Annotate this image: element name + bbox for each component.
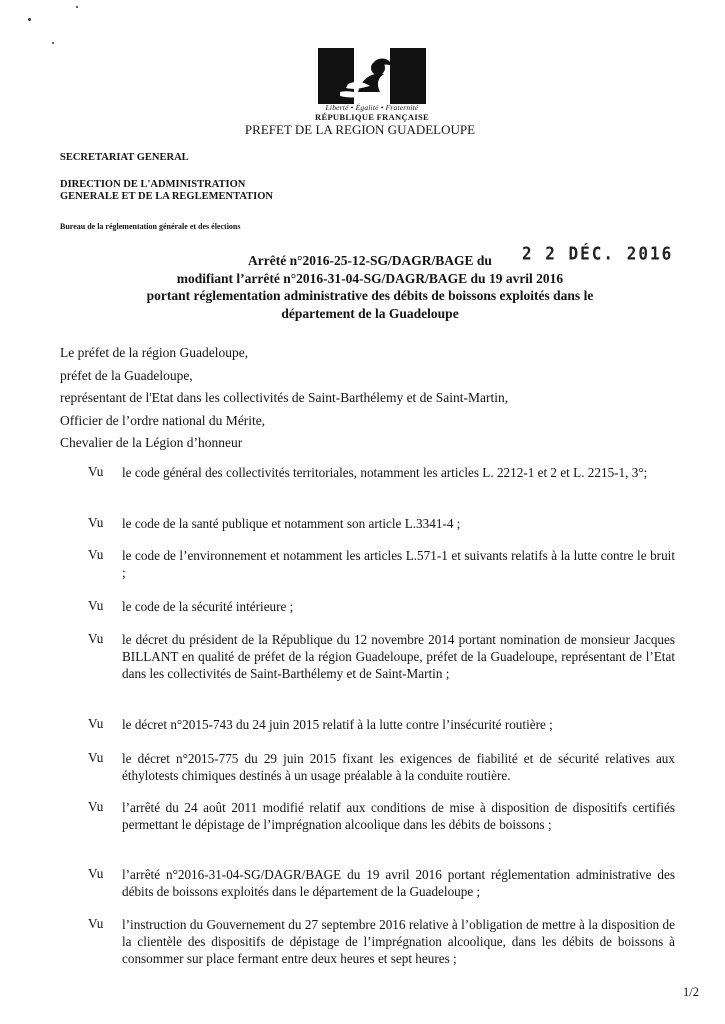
intro-line-4: Officier de l’ordre national du Mérite, — [60, 412, 266, 428]
vu-label: Vu — [88, 598, 104, 613]
arrete-title — [60, 252, 680, 322]
vu-label: Vu — [88, 750, 104, 765]
vu-label: Vu — [88, 916, 104, 931]
title-line-1: Arrêté n°2016-25-12-SG/DAGR/BAGE du — [248, 253, 492, 268]
vu-label: Vu — [88, 866, 104, 881]
vu-label: Vu — [88, 547, 104, 562]
marianne-logo-icon — [318, 48, 426, 104]
vu-label: Vu — [88, 799, 104, 814]
visa-item: l’arrêté n°2016-31-04-SG/DAGR/BAGE du 19 avril 2016 portant réglementation administrative des débits de boissons exploités dans le département de la Guadeloupe ; — [122, 867, 675, 899]
visa-item: le décret du président de la République du 12 novembre 2014 portant nomination de monsieur Jacques BILLANT en qualité de préfet de la région Guadeloupe, préfet de la Guadeloupe, représentant de l’Etat dans les collectivités de Saint-Barthélemy et de Saint-Martin ; — [122, 632, 675, 681]
visa-item: le code général des collectivités territoriales, notamment les articles L. 2212-1 et 2 et L. 2215-1, 3°; — [122, 465, 648, 480]
prefet-title: PREFET DE LA REGION GUADELOUPE — [244, 122, 476, 137]
visa-item: l’arrêté du 24 août 2011 modifié relatif aux conditions de mise à disposition de dispositifs certifiés permettant le dépistage de l’imprégnation alcoolique dans les débits de boissons ; — [122, 800, 675, 832]
scan-speck — [28, 18, 31, 21]
scan-speck — [52, 42, 54, 44]
visa-item: l’instruction du Gouvernement du 27 septembre 2016 relative à l’obligation de mettre à la disposition de la clientèle des dispositifs de dépistage de l’imprégnation alcoolique, dans les débits de boissons à consommer sur place fermant entre deux heures et sept heures ; — [122, 917, 675, 966]
scan-speck — [76, 6, 78, 8]
direction-line-2: GENERALE ET DE LA REGLEMENTATION — [60, 191, 273, 202]
secretariat-label: SECRETARIAT GENERAL — [60, 152, 189, 163]
vu-label: Vu — [88, 515, 104, 530]
visa-item: le décret n°2015-743 du 24 juin 2015 relatif à la lutte contre l’insécurité routière ; — [122, 717, 553, 732]
visa-item: le décret n°2015-775 du 29 juin 2015 fixant les exigences de fiabilité et de sécurité relatives aux éthylotests chimiques destinés à un usage préalable à la conduite routière. — [122, 751, 675, 783]
title-line-4: département de la Guadeloupe — [281, 305, 459, 321]
intro-line-5: Chevalier de la Légion d’honneur — [60, 435, 243, 450]
vu-label: Vu — [88, 716, 104, 731]
visa-item: le code de la sécurité intérieure ; — [122, 599, 294, 614]
direction-line-1: DIRECTION DE L'ADMINISTRATION — [60, 179, 246, 190]
vu-label: Vu — [88, 631, 104, 646]
date-stamp: 2 2 DÉC. 2016 — [522, 243, 674, 264]
visa-item: le code de l’environnement et notamment les articles L.571-1 et suivants relatifs à la lutte contre le bruit ; — [122, 548, 675, 580]
intro-line-1: Le préfet de la région Guadeloupe, — [60, 345, 249, 360]
intro-line-2: préfet de la Guadeloupe, — [60, 367, 193, 383]
prefet-intro — [60, 342, 508, 455]
title-line-2: modifiant l’arrêté n°2016-31-04-SG/DAGR/BAGE du 19 avril 2016 — [176, 270, 564, 286]
page-number: 1/2 — [683, 985, 699, 999]
bureau-label: Bureau de la réglementation générale et des élections — [60, 222, 241, 231]
intro-line-3: représentant de l'Etat dans les collectivités de Saint-Barthélemy et de Saint-Martin, — [60, 390, 509, 405]
visa-item: le code de la santé publique et notamment son article L.3341-4 ; — [122, 516, 461, 531]
republique-francaise-label: RÉPUBLIQUE FRANÇAISE — [315, 112, 429, 122]
vu-label: Vu — [88, 464, 104, 479]
logo-motto: Liberté • Égalité • Fraternité — [325, 103, 419, 112]
title-line-3: portant réglementation administrative des débits de boissons exploités dans le — [146, 288, 594, 303]
